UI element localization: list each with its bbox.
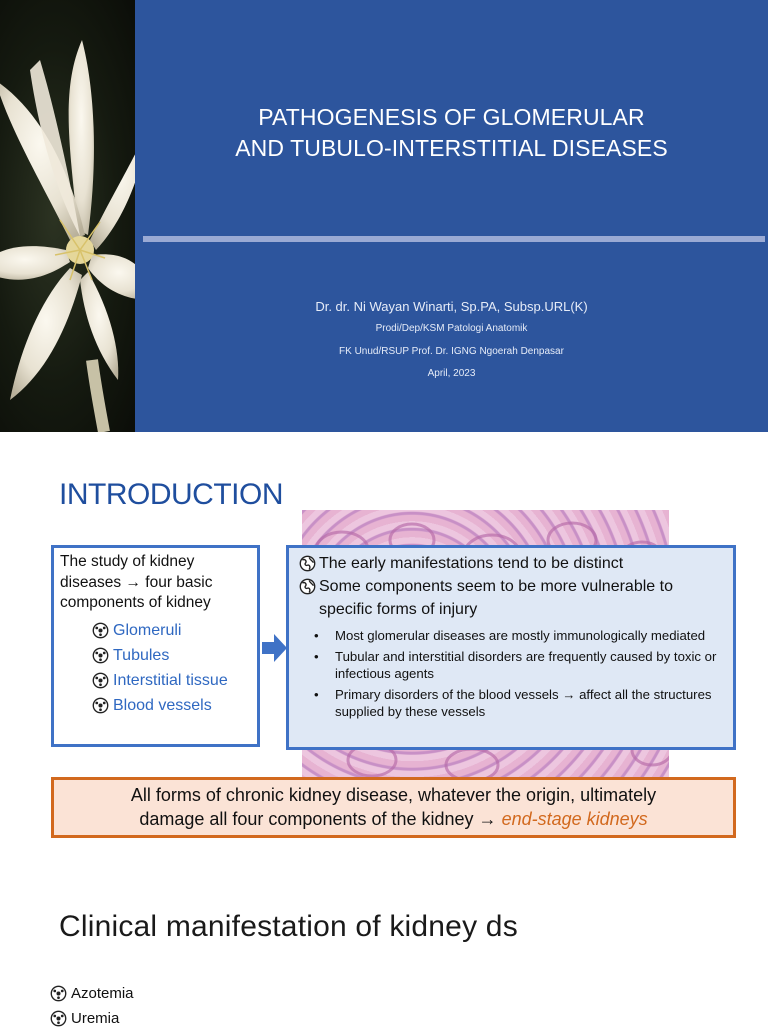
list-item: [92, 693, 251, 718]
flower-illustration: [0, 0, 135, 432]
item-label: Uremia: [71, 1010, 120, 1027]
slide-title: Clinical manifestation of kidney ds: [59, 910, 518, 943]
components-lead: The study of kidney diseases → four basic components of kidney: [60, 553, 213, 611]
institution: FK Unud/RSUP Prof. Dr. IGNG Ngoerah Denpasar: [339, 346, 564, 357]
summary-callout: [51, 777, 736, 838]
globe-bullet-icon: [92, 672, 109, 689]
manifestation-point: [299, 552, 723, 575]
author-name: Dr. dr. Ni Wayan Winarti, Sp.PA, Subsp.URL(K): [315, 299, 588, 314]
point-text: The early manifestations tend to be distinct: [319, 555, 624, 572]
title-line-1: PATHOGENESIS OF GLOMERULAR: [258, 104, 645, 130]
presentation-title: [135, 102, 768, 164]
item-label: Azotemia: [71, 985, 134, 1002]
injury-bullets: [314, 627, 723, 720]
point-text: Some components seem to be more vulnerable to specific forms of injury: [319, 578, 673, 618]
globe-bullet-icon: [92, 697, 109, 714]
globe-icon: [299, 578, 316, 595]
title-slide: [0, 0, 768, 432]
list-item: [92, 618, 251, 643]
kidney-components-box: [51, 545, 260, 747]
component-label: Blood vessels: [113, 696, 212, 714]
globe-bullet-icon: [92, 647, 109, 664]
component-label: Glomeruli: [113, 621, 182, 639]
list-item: [92, 643, 251, 668]
end-stage-highlight: end-stage kidneys: [501, 809, 648, 829]
globe-bullet-icon: [50, 1010, 67, 1027]
globe-bullet-icon: [92, 622, 109, 639]
department: Prodi/Dep/KSM Patologi Anatomik: [375, 323, 528, 334]
flower-image: [0, 0, 135, 432]
list-item: [50, 981, 134, 1006]
summary-line-2: [54, 807, 733, 831]
globe-icon: [299, 555, 316, 572]
list-item: • Tubular and interstitial disorders are frequently caused by toxic or infectious agents: [314, 648, 723, 682]
summary-line-1: All forms of chronic kidney disease, whatever the origin, ultimately: [130, 785, 657, 805]
component-label: Interstitial tissue: [113, 671, 228, 689]
slide-title: INTRODUCTION: [59, 478, 283, 511]
manifestation-point: [299, 575, 723, 621]
manifestations-box: [286, 545, 736, 750]
title-divider: [143, 236, 765, 242]
arrow-right-icon: [262, 633, 288, 663]
presentation-date: April, 2023: [427, 368, 476, 379]
list-item: • Primary disorders of the blood vessels → affect all the structures supplied by these vessels: [314, 686, 723, 720]
list-item: [92, 668, 251, 693]
component-label: Tubules: [113, 646, 170, 664]
components-list: [92, 618, 251, 718]
title-line-2: AND TUBULO-INTERSTITIAL DISEASES: [235, 135, 668, 161]
list-item: [50, 1006, 134, 1031]
globe-bullet-icon: [50, 985, 67, 1002]
list-item: • Most glomerular diseases are mostly immunologically mediated: [314, 627, 723, 644]
summary-text: damage all four components of the kidney →: [139, 809, 502, 829]
